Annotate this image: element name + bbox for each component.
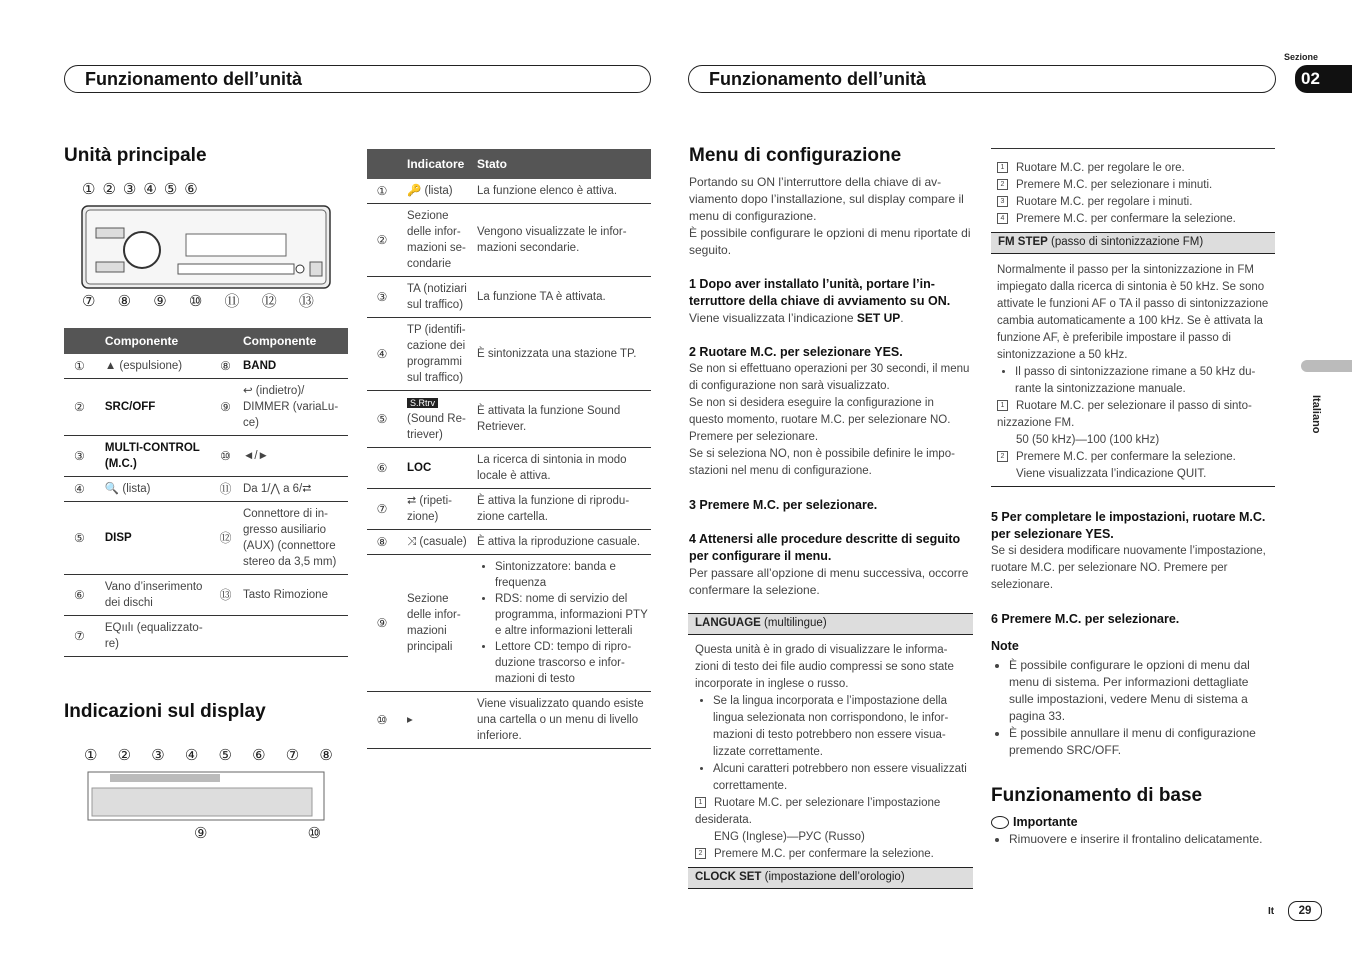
table-row: ② Sezione delle informazioni secondarie Vengono visualizzate le informazioni secondarie. (367, 204, 651, 277)
right-title: Funzionamento dell’unità (709, 69, 926, 89)
config-column: Portando su ON l’interruttore della chiave di avviamento dopo l’installazione, sul display compare il menu di configurazione. È possibile configurare le opzioni di menu riportate di seguito. 1 Dopo aver installato l’unità, portare l’interruttore della chiave di avviamento su ON. Viene visualizzata l’indicazione SET UP. 2 Ruotare M.C. per selezionare YES. Se non si effettuano operazioni per 30 secondi, il menu di configurazione non sarà visualizzato. Se non si desidera eseguire la configurazione in questo momento, ruotare M.C. per selezionare NO. Premere per selezionare. Se si seleziona NO, non è possibile definire le impostazioni nel menu di configurazione. 3 Premere M.C. per selezionare. 4 Attenersi alle procedure descritte di seguito per configurare il menu. Per passare all’opzione di menu successiva, occorre confermare la selezione. (689, 175, 971, 597)
table-row: ⑤ DISP ⑫ Connettore di ingresso ausiliario (AUX) (connettore stereo da 3,5 mm) (64, 502, 348, 575)
head-unit-drawing (78, 200, 338, 300)
base-title: Funzionamento di base (991, 785, 1203, 806)
important-block: Importante • Rimuovere e inserire il frontalino delicatamente. (991, 814, 1275, 848)
table-row: ⑨ Sezione delle informazioni principali • Sintonizzatore: banda e frequenza • RDS: nome di servizio del programma, informazioni PTY e altre informazioni letterali • Lettore CD: tempo di riproduzione trascorso e informazioni di testo (367, 555, 651, 692)
unit-title: Unità principale (64, 145, 207, 166)
clock-steps: 1 Ruotare M.C. per regolare le ore. 2 Premere M.C. per selezionare i minuti. 3 Ruotare M.C. per regolare i minuti. 4 Premere M.C. per confermare la selezione. (997, 160, 1273, 228)
left-title: Funzionamento dell’unità (85, 69, 302, 89)
indicator-header: Indicatore (397, 149, 475, 179)
table-row: ⑥ LOC La ricerca di sintonia in modo locale è attiva. (367, 448, 651, 489)
table-row: ③ TA (notiziari sul traffico) La funzione TA è attivata. (367, 277, 651, 318)
table-row: ⑦ ⮂ (ripetizione) È attiva la funzione di riproduzione cartella. (367, 489, 651, 530)
footer-lang: It (1268, 906, 1275, 917)
right-title-pill (688, 65, 1276, 93)
step-2: 2 Ruotare M.C. per selezionare YES. (689, 345, 903, 359)
display-diagram (84, 736, 334, 841)
language-section: Questa unità è in grado di visualizzare le informazioni di testo dei file audio compressi se sono state incorporate in inglese o russo. • Se la lingua incorporata e l’impostazione della lingua selezionata non corrispondono, le informazioni di testo potrebbero non essere visualizzate correttamente. • Alcuni caratteri potrebbero non essere visualizzati correttamente. 1 Ruotare M.C. per selezionare l’impostazione desiderata. ENG (Inglese)—РУС (Russo) 2 Premere M.C. per confermare la selezione. (695, 642, 967, 863)
table-row: ④ TP (identificazione dei programmi sul traffico) È sintonizzata una stazione TP. (367, 318, 651, 391)
config-intro2: È possibile configurare le opzioni di menu riportate di seguito. (689, 226, 971, 257)
table-row: ① ▲ (espulsione) ⑧ BAND (64, 354, 348, 379)
side-tab: Italiano (1310, 395, 1322, 434)
srtrv-badge: S.Rtrv (407, 398, 438, 408)
unit-top-callouts: ①②③④⑤⑥ (82, 181, 205, 198)
side-tab-bar (1301, 360, 1352, 372)
clock-set-bar: CLOCK SET (impostazione dell’orologio) (688, 867, 973, 889)
table-row: ① 🔑 (lista) La funzione elenco è attiva. (367, 179, 651, 204)
display-top-callouts: ① ② ③ ④ ⑤ ⑥ ⑦ ⑧ (84, 747, 333, 764)
state-header: Stato (475, 149, 651, 179)
display-title: Indicazioni sul display (64, 701, 266, 722)
indicator-table (367, 149, 651, 749)
table-row: ⑩ ▸ Viene visualizzato quando esiste una cartella o un menu di livello inferiore. (367, 692, 651, 749)
table-row: ⑤ S.Rtrv (Sound Retriever) È attivata la funzione Sound Retriever. (367, 391, 651, 448)
lcd-drawing (84, 768, 334, 828)
fm-bottom-rule (991, 486, 1275, 487)
left-title-pill (64, 65, 651, 93)
table-row: ② SRC/OFF ⑨ ↩ (indietro)/ DIMMER (variaLuce) (64, 379, 348, 436)
component-header-1: Componente (95, 328, 210, 354)
language-bar: LANGUAGE (multilingue) (688, 613, 973, 635)
section-label: Sezione (1284, 52, 1319, 62)
display-bottom-callouts: ⑨ ⑩ (194, 825, 322, 842)
step-3: 3 Premere M.C. per selezionare. (689, 498, 878, 512)
component-header-2: Componente (241, 328, 348, 354)
fm-step-bar: FM STEP (passo di sintonizzazione FM) (991, 232, 1275, 254)
table-row: ③ MULTI-CONTROL (M.C.) ⑩ ◄/► (64, 436, 348, 477)
component-table (64, 328, 348, 657)
page-number: 29 (1288, 901, 1322, 921)
config-intro: Portando su ON l’interruttore della chiave di avviamento dopo l’installazione, sul display compare il menu di configurazione. (689, 175, 964, 223)
steps-5-6: 5 Per completare le impostazioni, ruotare M.C. per selezionare YES. Se si desidera modificare nuovamente l’impostazione, ruotare M.C. per selezionare NO. Premere per selezionare. 6 Premere M.C. per selezionare. Note • È possibile configurare le opzioni di menu dal menu di sistema. Per informazioni dettagliate sulle impostazioni, vedere Menu di sistema a pagina 33. • È possibile annullare il menu di configurazione premendo SRC/OFF. (991, 509, 1275, 759)
table-row: ⑧ ⤨ (casuale) È attiva la riproduzione casuale. (367, 530, 651, 555)
table-row: ⑥ Vano d’inserimento dei dischi ⑬ Tasto Rimozione (64, 575, 348, 616)
table-row: ④ 🔍 (lista) ⑪ Da 1/⋀ a 6/⮂ (64, 477, 348, 502)
step-4: 4 Attenersi alle procedure descritte di seguito per configurare il menu. (689, 532, 961, 563)
table-row: ⑦ EQıılı (equalizzatore) (64, 616, 348, 657)
important-icon (991, 816, 1009, 829)
unit-bottom-callouts: ⑦ ⑧ ⑨ ⑩ ⑪ ⑫ ⑬ (82, 293, 314, 310)
step-1: 1 Dopo aver installato l’unità, portare l’interruttore della chiave di avviamento su ON. (689, 277, 951, 308)
unit-diagram (78, 180, 338, 310)
config-title: Menu di configurazione (689, 145, 902, 166)
fm-step-section: Normalmente il passo per la sintonizzazione in FM impiegato dalla ricerca di sintonia è 50 kHz. Se sono attivate le funzioni AF o TA il passo di sintonizzazione cambia automaticamente a 100 kHz. Se è attivata la funzione AF, è preferibile impostare il passo di sintonizzazione a 50 kHz. • Il passo di sintonizzazione rimane a 50 kHz durante la sintonizzazione manuale. 1 Ruotare M.C. per selezionare il passo di sintonizzazione FM. 50 (50 kHz)—100 (100 kHz) 2 Premere M.C. per confermare la selezione. Viene visualizzata l’indicazione QUIT. (997, 262, 1271, 483)
right-top-rule (991, 148, 1275, 149)
section-number: 02 (1295, 65, 1352, 93)
